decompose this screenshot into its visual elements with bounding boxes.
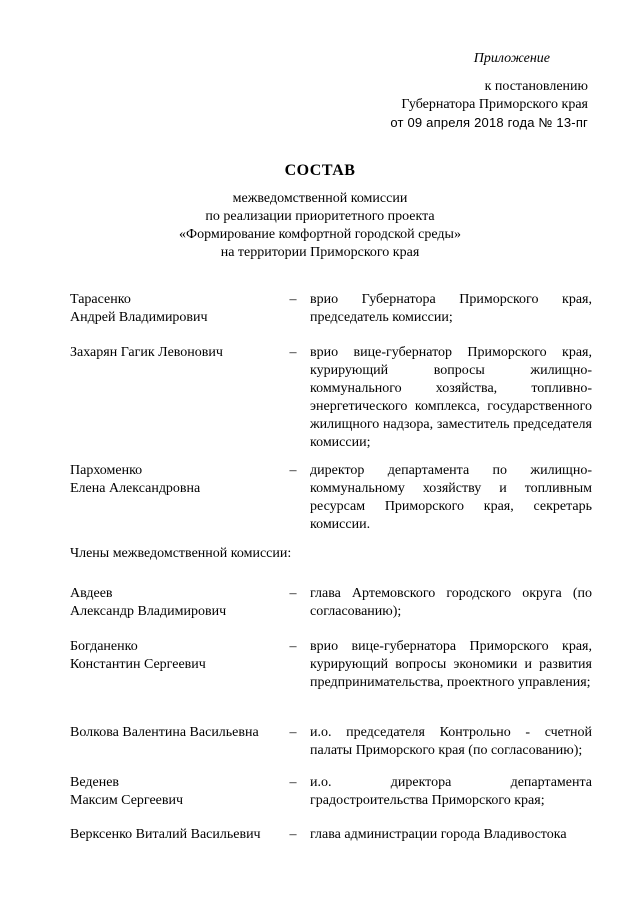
member-name: Авдеев Александр Владимирович (70, 586, 227, 619)
appendix-title: Приложение (473, 51, 550, 66)
member-name: Богданенко Константин Сергеевич (70, 639, 206, 672)
member-dash: – (289, 775, 297, 790)
entry-dash: – (289, 463, 297, 478)
members-label: Члены межведомственной комиссии: (70, 546, 292, 561)
member-role: глава Артемовского городского округа (по согласованию); (310, 586, 592, 619)
document-heading: СОСТАВ (284, 162, 356, 179)
subtitle-line: «Формирование комфортной городской среды» (179, 227, 461, 242)
subtitle-line: межведомственной комиссии (232, 191, 408, 206)
member-role: и.о. председателя Контрольно - счетной палаты Приморского края (по согласованию); (310, 725, 592, 758)
entry-role: директор департамента по жилищно-коммунальному хозяйству и топливным ресурсам Приморского края, секретарь комиссии. (310, 463, 592, 532)
entry-role: врио Губернатора Приморского края, председатель комиссии; (310, 292, 592, 325)
member-dash: – (289, 639, 297, 654)
member-role: врио вице-губернатора Приморского края, курирующий вопросы экономики и развития предпринимательства, проектного управления; (310, 639, 592, 690)
appendix-line: к постановлению (484, 79, 588, 94)
subtitle-line: на территории Приморского края (220, 245, 420, 260)
appendix-block (308, 50, 588, 132)
entry-role: врио вице-губернатор Приморского края, курирующий вопросы жилищно-коммунального хозяйства, топливно-энергетического комплекса, государственного жилищного надзора, заместитель председателя комиссии; (310, 345, 592, 450)
appendix-line: Губернатора Приморского края (401, 97, 588, 112)
subtitle-line: по реализации приоритетного проекта (205, 209, 435, 224)
member-dash: – (289, 725, 297, 740)
entry-name: Захарян Гагик Левонович (70, 345, 223, 360)
entry-dash: – (289, 345, 297, 360)
member-name: Веденев Максим Сергеевич (70, 775, 184, 808)
member-dash: – (289, 827, 297, 842)
entry-name: Пархоменко Елена Александровна (70, 463, 201, 496)
member-name: Верксенко Виталий Васильевич (70, 827, 261, 842)
entry-name: Тарасенко Андрей Владимирович (70, 292, 208, 325)
member-dash: – (289, 586, 297, 601)
appendix-date: от 09 апреля 2018 года № 13-пг (390, 115, 588, 130)
document-subtitle (0, 190, 640, 262)
entry-dash: – (289, 292, 297, 307)
member-role: и.о. директора департамента градостроительства Приморского края; (310, 775, 592, 808)
member-role: глава администрации города Владивостока (310, 827, 567, 842)
member-name: Волкова Валентина Васильевна (70, 725, 259, 740)
